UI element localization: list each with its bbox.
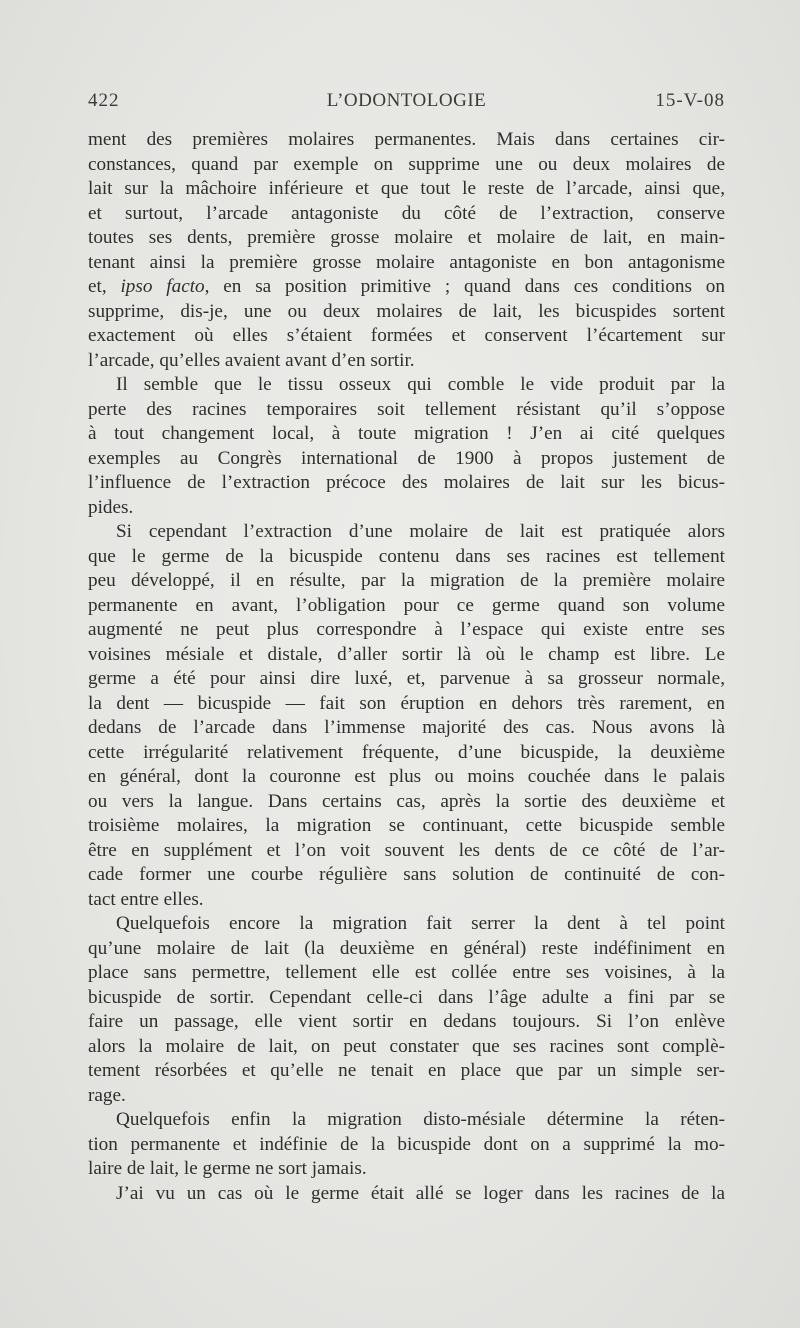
text-line: J’ai vu un cas où le germe était allé se loger dans les racines de la [116, 1182, 725, 1204]
text-line: la dent — bicuspide — fait son éruption en dehors très rarement, en [88, 692, 725, 714]
running-header [88, 90, 725, 116]
text-line: pides. [88, 496, 134, 518]
issue-date: 15-V-08 [655, 90, 725, 111]
text-line: qu’une molaire de lait (la deuxième en général) reste indéfiniment en [88, 937, 725, 959]
text-line: voisines mésiale et distale, d’aller sortir là où le champ est libre. Le [88, 643, 725, 665]
text-line: place sans permettre, tellement elle est collée entre ses voisines, à la [88, 962, 725, 983]
text-line: alors la molaire de lait, on peut constater que ses racines sont complè- [88, 1035, 725, 1057]
text-line: bicuspide de sortir. Cependant celle-ci dans l’âge adulte a fini par se [88, 986, 725, 1008]
text-line: et surtout, l’arcade antagoniste du côté de l’extraction, conserve [88, 202, 725, 224]
text-line: Quelquefois enfin la migration disto-mésiale détermine la réten- [116, 1109, 725, 1130]
text-line: Il semble que le tissu osseux qui comble le vide produit par la [116, 374, 725, 395]
text-line: ment des premières molaires permanentes. Mais dans certaines cir- [88, 129, 725, 150]
text-line: et, ipso facto, en sa position primitive ; quand dans ces conditions on [88, 276, 725, 297]
text-line: tact entre elles. [88, 888, 204, 910]
journal-title: L’ODONTOLOGIE [326, 90, 487, 111]
text-line: exemples au Congrès international de 1900 à propos justement de [88, 447, 725, 469]
text-line: tion permanente et indéfinie de la bicuspide dont on a supprimé la mo- [88, 1133, 725, 1155]
text-line: germe a été pour ainsi dire luxé, et, parvenue à sa grosseur normale, [88, 668, 725, 689]
text-line: perte des racines temporaires soit tellement résistant qu’il s’oppose [88, 398, 725, 420]
text-line: ou vers la langue. Dans certains cas, après la sortie des deuxième et [88, 790, 725, 812]
text-line: l’influence de l’extraction précoce des molaires de lait sur les bicus- [88, 472, 725, 493]
text-line: dedans de l’arcade dans l’immense majorité des cas. Nous avons là [88, 717, 725, 738]
text-line: laire de lait, le germe ne sort jamais. [88, 1158, 367, 1179]
text-line: permanente en avant, l’obligation pour ce germe quand son volume [88, 594, 725, 616]
text-line: constances, quand par exemple on supprime une ou deux molaires de [88, 153, 725, 175]
text-line: augmenté ne peut plus correspondre à l’espace qui existe entre ses [88, 619, 725, 640]
text-line: lait sur la mâchoire inférieure et que tout le reste de l’arcade, ainsi que, [88, 178, 725, 199]
text-line: tenant ainsi la première grosse molaire antagoniste en bon antagonisme [88, 251, 725, 273]
text-line: rage. [88, 1084, 126, 1106]
text-line: Quelquefois encore la migration fait serrer la dent à tel point [116, 913, 725, 934]
text-line: cette irrégularité relativement fréquente, d’une bicuspide, la deuxième [88, 741, 725, 763]
text-line: l’arcade, qu’elles avaient avant d’en sortir. [88, 349, 415, 371]
text-line: tement résorbées et qu’elle ne tenait en place que par un simple ser- [88, 1060, 725, 1081]
text-line: être en supplément et l’on voit souvent les dents de ce côté de l’ar- [88, 839, 725, 861]
text-line: à tout changement local, à toute migration ! J’en ai cité quelques [88, 423, 725, 444]
text-line: supprime, dis-je, une ou deux molaires de lait, les bicuspides sortent [88, 300, 725, 322]
text-line: peu développé, il en résulte, par la migration de la première molaire [88, 570, 725, 591]
text-line: toutes ses dents, première grosse molaire et molaire de lait, en main- [88, 227, 725, 248]
text-line: en général, dont la couronne est plus ou moins couchée dans le palais [88, 766, 725, 787]
body-text [88, 128, 725, 1206]
text-line: Si cependant l’extraction d’une molaire de lait est pratiquée alors [116, 521, 725, 542]
text-line: exactement où elles s’étaient formées et conservent l’écartement sur [88, 325, 725, 346]
text-line: que le germe de la bicuspide contenu dans ses racines est tellement [88, 545, 725, 567]
text-line: troisième molaires, la migration se continuant, cette bicuspide semble [88, 815, 725, 836]
page-number: 422 [88, 90, 120, 111]
text-line: cade former une courbe régulière sans solution de continuité de con- [88, 864, 725, 885]
text-line: faire un passage, elle vient sortir en dedans toujours. Si l’on enlève [88, 1011, 725, 1032]
